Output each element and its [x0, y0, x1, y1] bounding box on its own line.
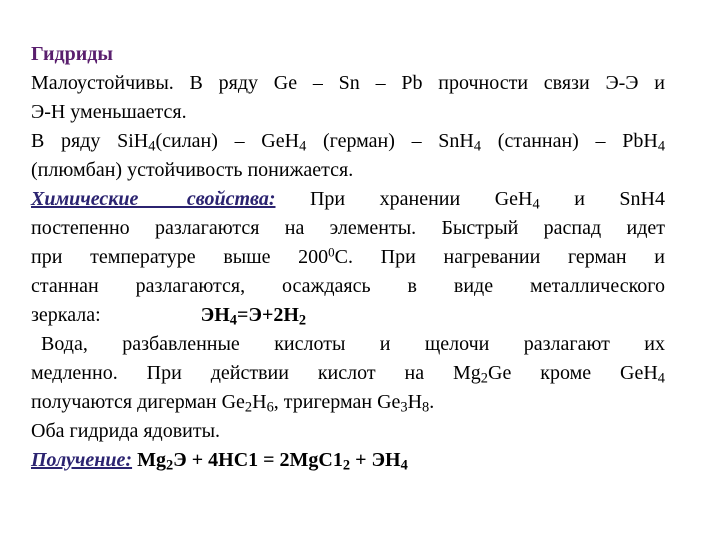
text-run: Mg: [132, 449, 166, 471]
subscript: 4: [148, 138, 156, 155]
slide-content: [31, 40, 665, 475]
subscript: 4: [532, 196, 540, 213]
subscript: 2: [298, 312, 307, 329]
chemical-properties-label: Химические свойства:: [31, 188, 276, 210]
slide-title: Гидриды: [31, 43, 113, 65]
text-run: медленно. При действии кислот на Mg: [31, 362, 481, 384]
text-run: При хранении GeH: [275, 188, 533, 210]
text-run: С. При нагревании герман и: [334, 246, 665, 268]
water-acids-line2: [31, 359, 665, 388]
text-run: .: [429, 391, 435, 413]
text-run: получаются дигерман Ge: [31, 391, 245, 413]
chemical-properties-line1: [31, 185, 665, 214]
text-run: =Э+2Н: [237, 304, 299, 326]
text-run: H: [407, 391, 423, 413]
text-run: при температуре выше 200: [31, 246, 329, 268]
chemical-properties-line4: станнан разлагаются, осаждаясь в виде металлического: [31, 275, 665, 297]
subscript: 4: [299, 138, 307, 155]
paragraph-bond-strength-line2: Э-Н уменьшается.: [31, 101, 187, 123]
text-run: Э + 4НС1 = 2MgC1: [173, 449, 343, 471]
text-run: H: [252, 391, 267, 413]
text-run: зеркала:: [31, 304, 101, 326]
text-run: Ge кроме GeH: [488, 362, 658, 384]
chemical-properties-line2: постепенно разлагаются на элементы. Быстрый распад идет: [31, 217, 665, 239]
text-run: (станнан) – PbH: [481, 130, 658, 152]
preparation-equation: [132, 449, 408, 474]
subscript: 4: [229, 312, 237, 329]
subscript: 2: [480, 370, 488, 387]
paragraph-bond-strength-line1: Малоустойчивы. В ряду Ge – Sn – Pb прочности связи Э-Э и: [31, 72, 665, 94]
text-run: (герман) – SnH: [306, 130, 474, 152]
text-run: ЭН: [200, 304, 230, 326]
subscript: 2: [342, 457, 351, 474]
subscript: 2: [165, 457, 174, 474]
chemical-properties-line3: [31, 243, 665, 272]
water-acids-line1: Вода, разбавленные кислоты и щелочи разлагают их: [41, 333, 665, 355]
decomposition-equation: [200, 304, 307, 329]
preparation-line: [31, 446, 665, 475]
preparation-label: Получение:: [31, 449, 133, 471]
superscript: 0: [328, 244, 335, 260]
chemical-properties-line5: [31, 301, 665, 330]
subscript: 4: [657, 138, 666, 155]
text-run: и SnH4: [539, 188, 665, 210]
paragraph-hydride-series-line2: (плюмбан) устойчивость понижается.: [31, 159, 354, 181]
text-run: (силан) – GeH: [155, 130, 300, 152]
subscript: 4: [657, 370, 665, 387]
paragraph-hydride-series-line1: [31, 127, 665, 156]
text-run: В ряду SiH: [31, 130, 149, 152]
subscript: 3: [400, 399, 408, 416]
text-run: , тригерман Ge: [273, 391, 401, 413]
subscript: 6: [266, 399, 274, 416]
text-run: + ЭН: [350, 449, 401, 471]
toxicity-note: Оба гидрида ядовиты.: [31, 420, 221, 442]
subscript: 2: [244, 399, 253, 416]
subscript: 8: [422, 399, 430, 416]
water-acids-line3: [31, 388, 665, 417]
subscript: 4: [473, 138, 482, 155]
subscript: 4: [400, 457, 408, 474]
